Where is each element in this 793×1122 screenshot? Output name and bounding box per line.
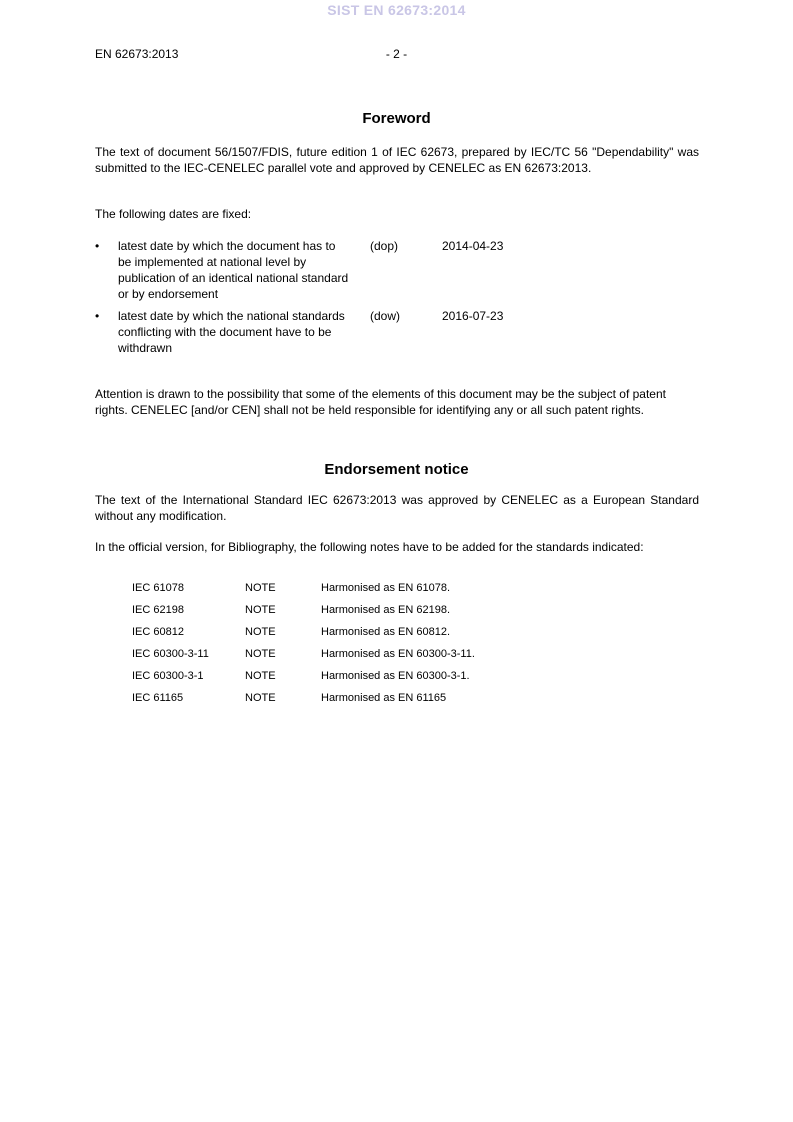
bullet-dot: •: [95, 309, 100, 323]
note-label: NOTE: [245, 626, 276, 638]
note-text: Harmonised as EN 61165: [321, 692, 447, 704]
note-label: NOTE: [245, 648, 276, 660]
note-standard: IEC 60812: [132, 626, 184, 638]
note-text: Harmonised as EN 60300-3-11.: [321, 648, 475, 660]
note-text: Harmonised as EN 62198.: [321, 604, 451, 616]
foreword-title: Foreword: [362, 110, 431, 127]
bullet-dot: •: [95, 239, 100, 253]
foreword-paragraph: The text of document 56/1507/FDIS, future edition 1 of IEC 62673, prepared by IEC/TC 56 "Dependability" was submitted to the IEC-CENELEC parallel vote and approved by CENELEC as EN 62673:2013.: [95, 145, 699, 175]
date-item-date: 2014-04-23: [442, 239, 504, 253]
note-label: NOTE: [245, 692, 276, 704]
header-doc-id: EN 62673:2013: [95, 47, 179, 61]
note-standard: IEC 60300-3-1: [132, 670, 204, 682]
note-standard: IEC 62198: [132, 604, 184, 616]
watermark: SIST EN 62673:2014: [327, 2, 466, 18]
date-item-date: 2016-07-23: [442, 309, 504, 323]
endorsement-paragraph: The text of the International Standard IEC 62673:2013 was approved by CENELEC as a European Standard without any modification.: [95, 493, 699, 523]
note-label: NOTE: [245, 670, 276, 682]
note-text: Harmonised as EN 61078.: [321, 582, 451, 594]
note-standard: IEC 61165: [132, 692, 184, 704]
note-text: Harmonised as EN 60812.: [321, 626, 451, 638]
page-number: - 2 -: [385, 47, 408, 61]
date-item-text: latest date by which the national standards conflicting with the document have to be withdrawn: [118, 309, 345, 355]
dates-intro: The following dates are fixed:: [95, 207, 252, 221]
note-label: NOTE: [245, 582, 276, 594]
bibliography-intro: In the official version, for Bibliography, the following notes have to be added for the standards indicated:: [95, 540, 644, 554]
endorsement-title: Endorsement notice: [324, 461, 469, 478]
date-item-abbr: (dow): [370, 309, 401, 323]
attention-paragraph: Attention is drawn to the possibility that some of the elements of this document may be the subject of patent rights. CENELEC [and/or CEN] shall not be held responsible for identifying any or all such patent rights.: [95, 387, 666, 417]
date-item-abbr: (dop): [370, 239, 399, 253]
note-label: NOTE: [245, 604, 276, 616]
note-text: Harmonised as EN 60300-3-1.: [321, 670, 470, 682]
note-standard: IEC 60300-3-11: [132, 648, 209, 660]
date-item-text: latest date by which the document has to be implemented at national level by publication of an identical national standard or by endorsement: [118, 239, 349, 301]
note-standard: IEC 61078: [132, 582, 184, 594]
